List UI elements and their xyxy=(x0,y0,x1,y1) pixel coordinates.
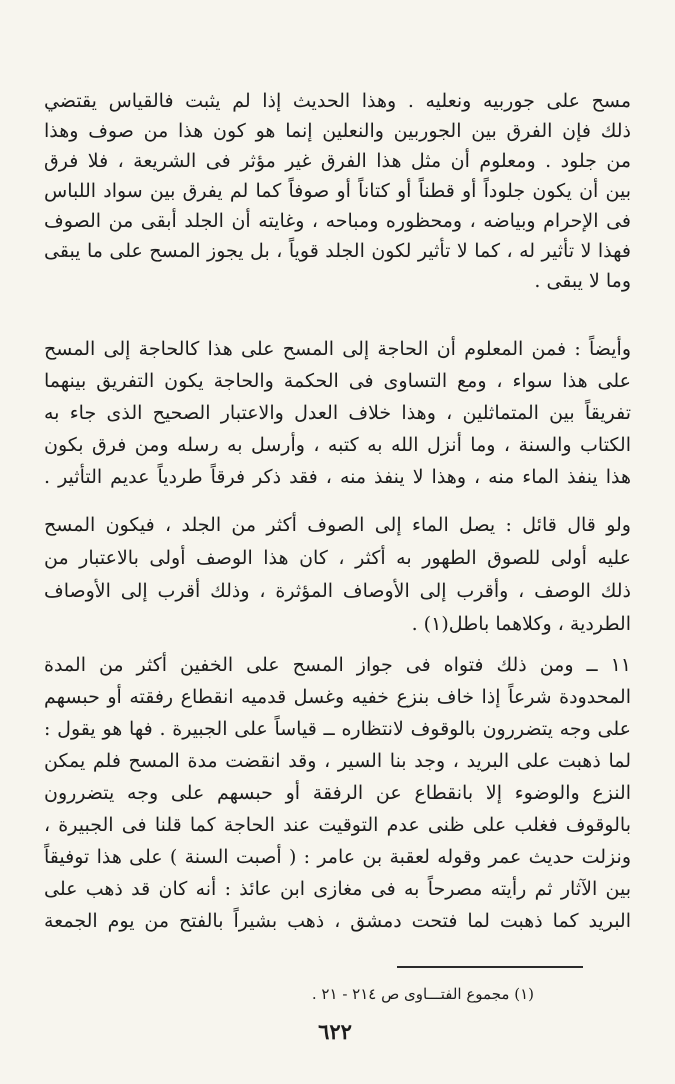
page-number: ٦٢٢ xyxy=(318,1019,352,1044)
text-line: وما لا يبقى . xyxy=(534,270,631,292)
text-line: من جلود . ومعلوم أن مثل هذا الفرق غير مؤثر فى الشريعة ، فلا فرق xyxy=(44,150,631,172)
text-line: الكتاب والسنة ، وما أنزل الله به كتبه ، وأرسل به رسله ومن فرق بكون xyxy=(44,434,631,456)
text-line: بالوقوف فغلب على ظنى عدم التوقيت عند الحاجة كما قلنا فى الجبيرة ، xyxy=(44,814,631,836)
text-line: لما ذهبت على البريد ، وجد بنا السير ، وقد انقضت مدة المسح فلم يمكن xyxy=(44,750,631,772)
text-line: النزع والوضوء إلا بانقطاع عن الرفقة أو حبسهم على وجه يتضررون xyxy=(44,782,631,804)
text-line: على هذا سواء ، ومع التساوى فى الحكمة والحاجة يكون التفريق بينهما xyxy=(44,370,631,392)
text-line: ولو قال قائل : يصل الماء إلى الصوف أكثر من الجلد ، فيكون المسح xyxy=(44,514,631,536)
text-line: الطردية ، وكلاهما باطل(١) . xyxy=(411,613,631,635)
text-line: المحدودة شرعاً إذا خاف بنزع خفيه وغسل قدميه انقطاع رفقته أو حبسهم xyxy=(44,686,631,708)
text-line: مسح على جوربيه ونعليه . وهذا الحديث إذا لم يثبت فالقياس يقتضي xyxy=(44,90,631,112)
text-line: هذا ينفذ الماء منه ، وهذا لا ينفذ منه ، فقد ذكر فرقاً طردياً عديم التأثير . xyxy=(44,466,631,488)
text-line: فى الإحرام وبياضه ، ومحظوره ومباحه ، وغايته أن الجلد أبقى من الصوف xyxy=(44,210,631,232)
footnote-divider xyxy=(397,966,583,968)
text-line: على وجه يتضررون بالوقوف لانتظاره ــ قياساً على الجبيرة . فها هو يقول : xyxy=(44,718,631,740)
text-line: ونزلت حديث عمر وقوله لعقبة بن عامر : ( أصبت السنة ) على هذا توفيقاً xyxy=(44,846,631,868)
text-line: ١١ ــ ومن ذلك فتواه فى جواز المسح على الخفين أكثر من المدة xyxy=(44,654,631,676)
text-line: وأيضاً : فمن المعلوم أن الحاجة إلى المسح على هذا كالحاجة إلى المسح xyxy=(44,338,631,360)
text-line: ذلك الوصف ، وأقرب إلى الأوصاف المؤثرة ، وذلك أقرب إلى الأوصاف xyxy=(44,580,631,602)
text-line: بين أن يكون جلوداً أو قطناً أو كتاناً أو صوفاً كما لم يفرق بين سواد اللباس xyxy=(44,180,631,202)
text-line: تفريقاً بين المتماثلين ، وهذا خلاف العدل والاعتبار الصحيح الذى جاء به xyxy=(44,402,631,424)
text-line: البريد كما ذهبت لما فتحت دمشق ، ذهب بشيراً بالفتح من يوم الجمعة xyxy=(44,910,631,932)
text-line: عليه أولى للصوق الطهور به أكثر ، كان هذا الوصف أولى بالاعتبار من xyxy=(44,547,631,569)
text-line: فهذا لا تأثير له ، كما لا تأثير لكون الجلد قوياً ، بل يجوز المسح على ما يبقى xyxy=(44,240,631,262)
footnote: (١) مجموع الفتـــاوى ص ٢١٤ - ٢١ . xyxy=(311,985,534,1003)
text-line: بين الآثار ثم رأيته مصرحاً به فى مغازى ابن عائذ : أنه كان قد ذهب على xyxy=(44,878,631,900)
text-line: ذلك فإن الفرق بين الجوربين والنعلين إنما هو كون هذا من صوف وهذا xyxy=(44,120,631,142)
